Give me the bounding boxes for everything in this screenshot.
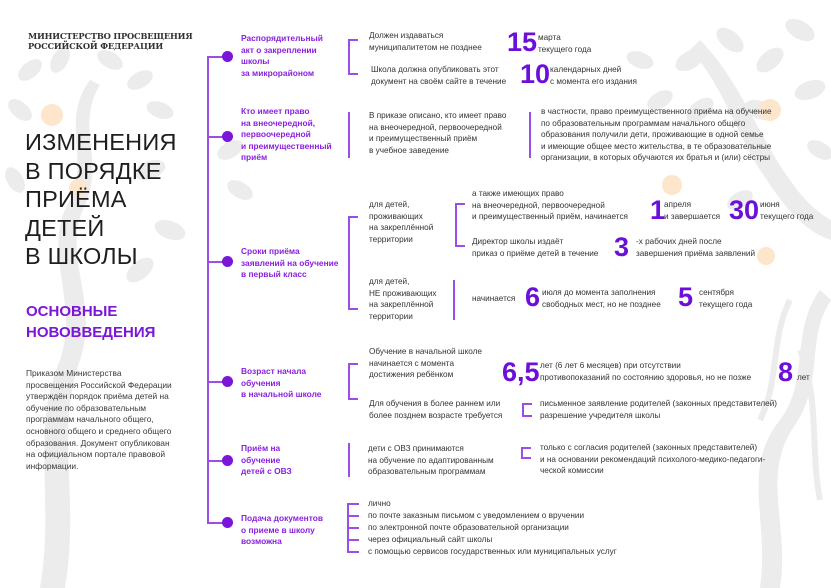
s4-row1-text: Обучение в начальной школе начинается с момента достижения ребёнком bbox=[369, 347, 482, 380]
timeline-line bbox=[207, 56, 209, 524]
s4-age-after: лет bbox=[797, 373, 810, 382]
s1-row1-number: 15 bbox=[507, 27, 538, 57]
tick bbox=[347, 527, 359, 529]
ministry-line-1: МИНИСТЕРСТВО ПРОСВЕЩЕНИЯ bbox=[28, 31, 193, 41]
s4-max-age: 8 bbox=[778, 357, 794, 387]
bracket bbox=[348, 39, 358, 75]
s3-order-after: -х рабочих дней после завершения приёма заявлений bbox=[636, 237, 756, 258]
section-acts-category: Распорядительный акт о закреплении школы за микрорайоном bbox=[241, 33, 323, 78]
s3-end-day: 30 bbox=[729, 195, 760, 225]
separator bbox=[348, 112, 350, 158]
page-title bbox=[25, 128, 177, 271]
separator bbox=[453, 280, 455, 320]
list-item: через официальный сайт школы bbox=[368, 535, 493, 544]
s4-min-age: 6,5 bbox=[502, 357, 540, 387]
s3-resident-row1-text: а также имеющих право на внеочередной, первоочередной и преимущественный приём, начинается bbox=[472, 189, 628, 222]
s3-nonresident-mid: июля до момента заполнения свободных мест, но не позднее bbox=[542, 288, 661, 309]
tick bbox=[347, 539, 359, 541]
bracket bbox=[348, 216, 358, 310]
s3-resident-label: для детей, проживающих на закреплённой территории bbox=[369, 200, 434, 244]
timeline-dot bbox=[222, 256, 233, 267]
s3-start-month: апреля и завершается bbox=[664, 200, 721, 221]
title-line: ПРИЁМА bbox=[25, 186, 127, 213]
s3-start-day: 1 bbox=[650, 195, 666, 225]
section-submission-category: Подача документов о приеме в школу возможна bbox=[241, 513, 323, 547]
separator bbox=[529, 112, 531, 158]
s6-methods-list bbox=[368, 498, 617, 558]
s5-text: дети с ОВЗ принимаются на обучение по адаптированным образовательным программам bbox=[368, 444, 494, 477]
bracket bbox=[348, 363, 358, 400]
bracket bbox=[455, 203, 465, 247]
list-item: с помощью сервисов государственных или муниципальных услуг bbox=[368, 547, 617, 556]
timeline-dot bbox=[222, 376, 233, 387]
s1-row1-text: Должен издаваться муниципалитетом не позднее bbox=[369, 31, 482, 52]
list-item: лично bbox=[368, 499, 391, 508]
s1-row2-text: Школа должна опубликовать этот документ на своём сайте в течение bbox=[371, 65, 507, 86]
s3-order-days: 3 bbox=[614, 232, 630, 262]
bracket bbox=[522, 403, 532, 417]
s4-row2-text: Для обучения в более раннем или более позднем возрасте требуется bbox=[369, 399, 503, 420]
ministry-line-2: РОССИЙСКОЙ ФЕДЕРАЦИИ bbox=[28, 41, 164, 51]
s3-nonresident-end-day: 5 bbox=[678, 282, 694, 312]
timeline-dot bbox=[222, 131, 233, 142]
s3-nonresident-label: для детей, НЕ проживающих на закреплённой территории bbox=[369, 277, 437, 321]
subtitle-line: ОСНОВНЫЕ bbox=[26, 303, 118, 320]
title-line: В ШКОЛЫ bbox=[25, 243, 138, 270]
s3-nonresident-after: сентября текущего года bbox=[699, 288, 753, 309]
section-deadlines-category: Сроки приёма заявлений на обучение в первый класс bbox=[241, 246, 339, 280]
timeline-dot bbox=[222, 51, 233, 62]
list-item: по почте заказным письмом с уведомлением о вручении bbox=[368, 511, 585, 520]
s4-requirements: письменное заявление родителей (законных представителей) разрешение учредителя школы bbox=[540, 399, 778, 420]
tick bbox=[347, 515, 359, 517]
bracket bbox=[521, 447, 531, 459]
section-rights-category: Кто имеет право на внеочередной, первоочередной и преимущественный приём bbox=[241, 106, 332, 163]
section-age-category: Возраст начала обучения в начальной школе bbox=[241, 366, 322, 400]
s3-nonresident-text: начинается bbox=[472, 294, 516, 303]
subtitle-line: НОВОВВЕДЕНИЯ bbox=[26, 324, 156, 341]
s1-row1-after: марта текущего года bbox=[538, 33, 592, 54]
list-item: по электронной почте образовательной организации bbox=[368, 523, 569, 532]
separator bbox=[348, 443, 350, 477]
s1-row2-number: 10 bbox=[520, 59, 551, 89]
ministry-logo-text bbox=[28, 31, 192, 51]
s3-resident-row2-text: Директор школы издаёт приказ о приёме детей в течение bbox=[472, 237, 599, 258]
s2-text: В приказе описано, кто имеет право на внеочередной, первоочередной и преимущественный приём в учебное заведение bbox=[369, 111, 507, 155]
s3-end-month: июня текущего года bbox=[760, 200, 814, 221]
timeline-dot bbox=[222, 455, 233, 466]
tick bbox=[347, 503, 359, 505]
title-line: ДЕТЕЙ bbox=[25, 214, 105, 241]
subtitle bbox=[26, 301, 155, 343]
s4-age-mid: лет (6 лет 6 месяцев) при отсутствии противопоказаний по состоянию здоровья, но не позже bbox=[540, 361, 752, 382]
tick bbox=[347, 551, 359, 553]
section-ovz-category: Приём на обучение детей с ОВЗ bbox=[241, 443, 292, 477]
title-line: В ПОРЯДКЕ bbox=[25, 157, 162, 184]
title-line: ИЗМЕНЕНИЯ bbox=[25, 129, 177, 155]
s1-row2-after: календарных дней с момента его издания bbox=[550, 65, 637, 86]
s5-detail: только с согласия родителей (законных представителей) и на основании рекомендаций психолого-медико-педагоги- ческой комиссии bbox=[540, 443, 766, 476]
s3-nonresident-start-day: 6 bbox=[525, 282, 541, 312]
intro-paragraph: Приказом Министерства просвещения Российской Федерации утверждён порядок приёма детей на обучение по образовательным программам начального общего, основного общего и среднего общего образования. Документ опубликован на официальном портале правовой информации. bbox=[26, 368, 172, 471]
s2-detail: в частности, право преимущественного приёма на обучение по образовательным программам начального общего образования получили дети, проживающие в одной семье и имеющие общее место жительства, в те образовательные организации, в которых обучаются их братья и (или) сёстры bbox=[541, 107, 772, 163]
timeline-dot bbox=[222, 517, 233, 528]
